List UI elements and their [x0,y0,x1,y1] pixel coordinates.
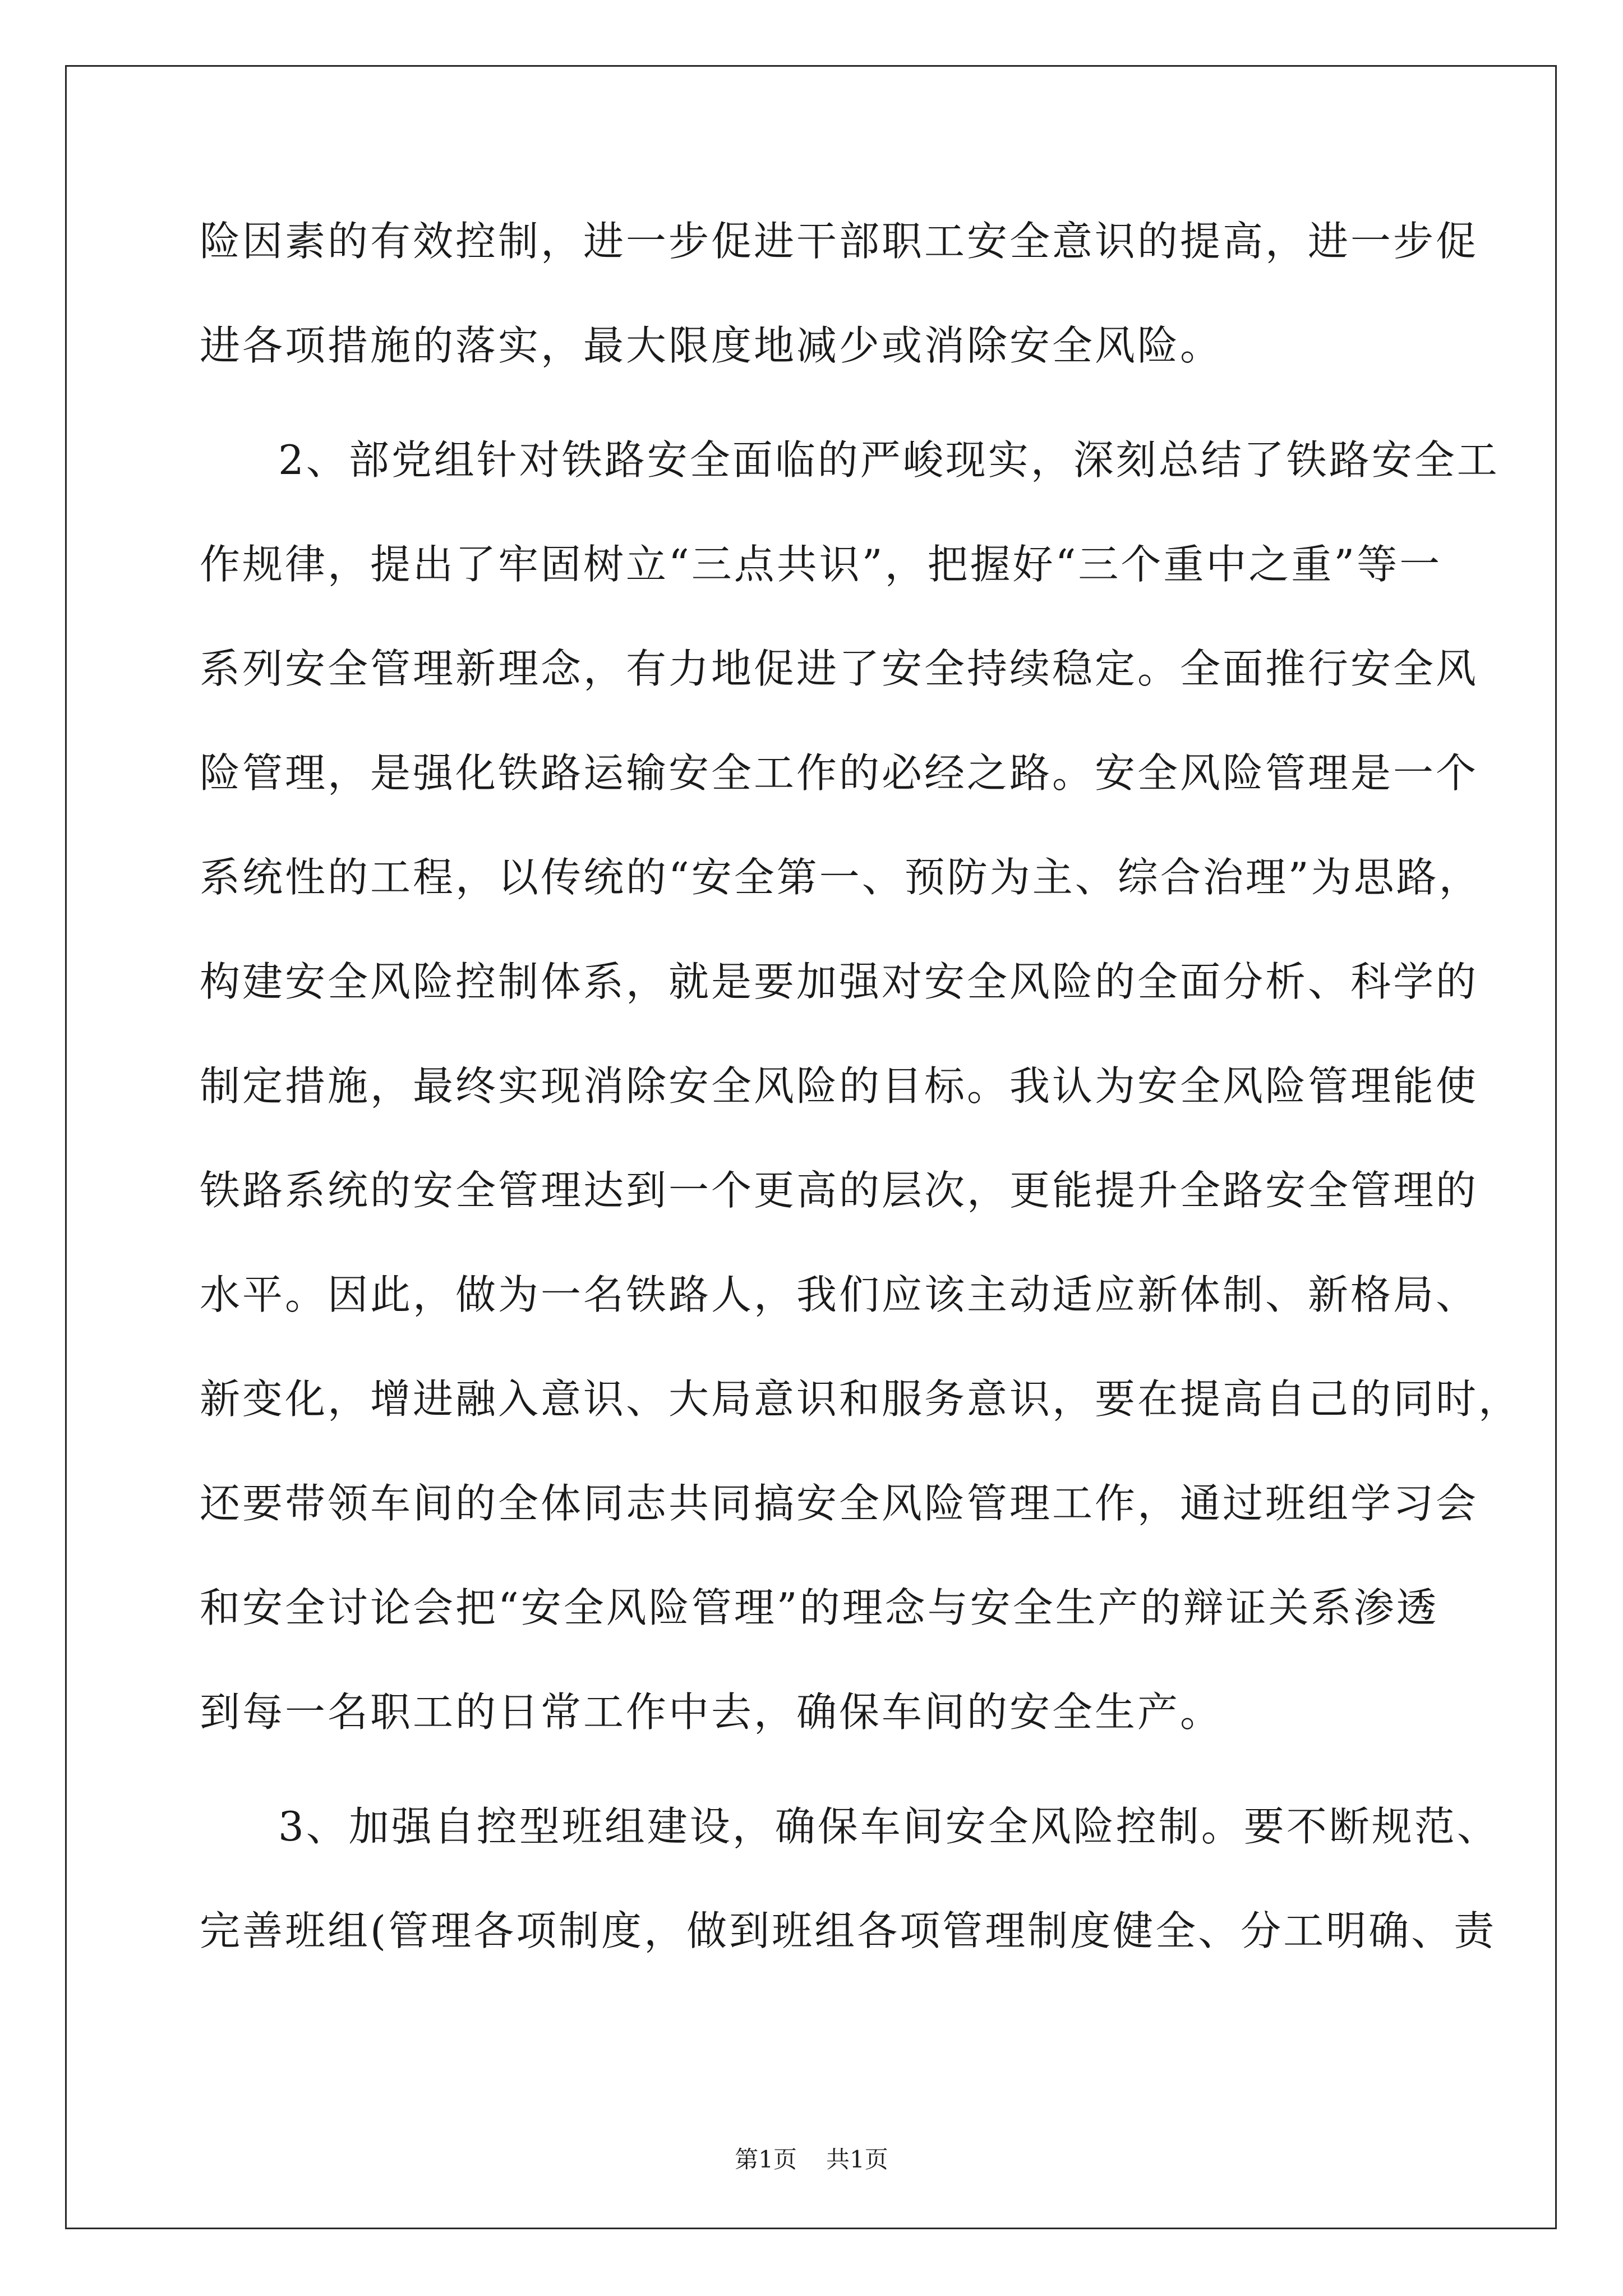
text-line: 和安全讨论会把“安全风险管理”的理念与安全生产的辩证关系渗透 [200,1584,1439,1631]
document-body [200,210,1521,2004]
text-line: 到每一名职工的日常工作中去，确保车间的安全生产。 [200,1688,1223,1736]
text-line: 系列安全管理新理念，有力地促进了安全持续稳定。全面推行安全风 [200,645,1479,692]
text-line: 构建安全风险控制体系，就是要加强对安全风险的全面分析、科学的 [200,958,1479,1005]
text-line: 完善班组(管理各项制度，做到班组各项管理制度健全、分工明确、责 [200,1907,1497,1954]
text-line: 系统性的工程，以传统的“安全第一、预防为主、综合治理”为思路， [200,854,1482,901]
text-line: 还要带领车间的全体同志共同搞安全风险管理工作，通过班组学习会 [200,1480,1479,1527]
page-total: 共1页 [826,2146,888,2173]
text-line: 2、部党组针对铁路安全面临的严峻现实，深刻总结了铁路安全工 [278,436,1500,484]
text-line: 作规律，提出了牢固树立“三点共识”，把握好“三个重中之重”等一 [200,541,1442,588]
text-line: 险因素的有效控制，进一步促进干部职工安全意识的提高，进一步促 [200,218,1479,265]
text-line: 水平。因此，做为一名铁路人，我们应该主动适应新体制、新格局、 [200,1271,1479,1318]
text-line: 险管理，是强化铁路运输安全工作的必经之路。安全风险管理是一个 [200,749,1479,797]
text-line: 进各项措施的落实，最大限度地减少或消除安全风险。 [200,322,1223,369]
page-footer [0,2143,1623,2177]
text-line: 制定措施，最终实现消除安全风险的目标。我认为安全风险管理能使 [200,1062,1479,1110]
text-line: 3、加强自控型班组建设，确保车间安全风险控制。要不断规范、 [278,1803,1500,1850]
page-number: 第1页 [735,2146,797,2173]
text-line: 铁路系统的安全管理达到一个更高的层次，更能提升全路安全管理的 [200,1167,1479,1214]
text-line: 新变化，增进融入意识、大局意识和服务意识，要在提高自己的同时， [200,1375,1521,1423]
